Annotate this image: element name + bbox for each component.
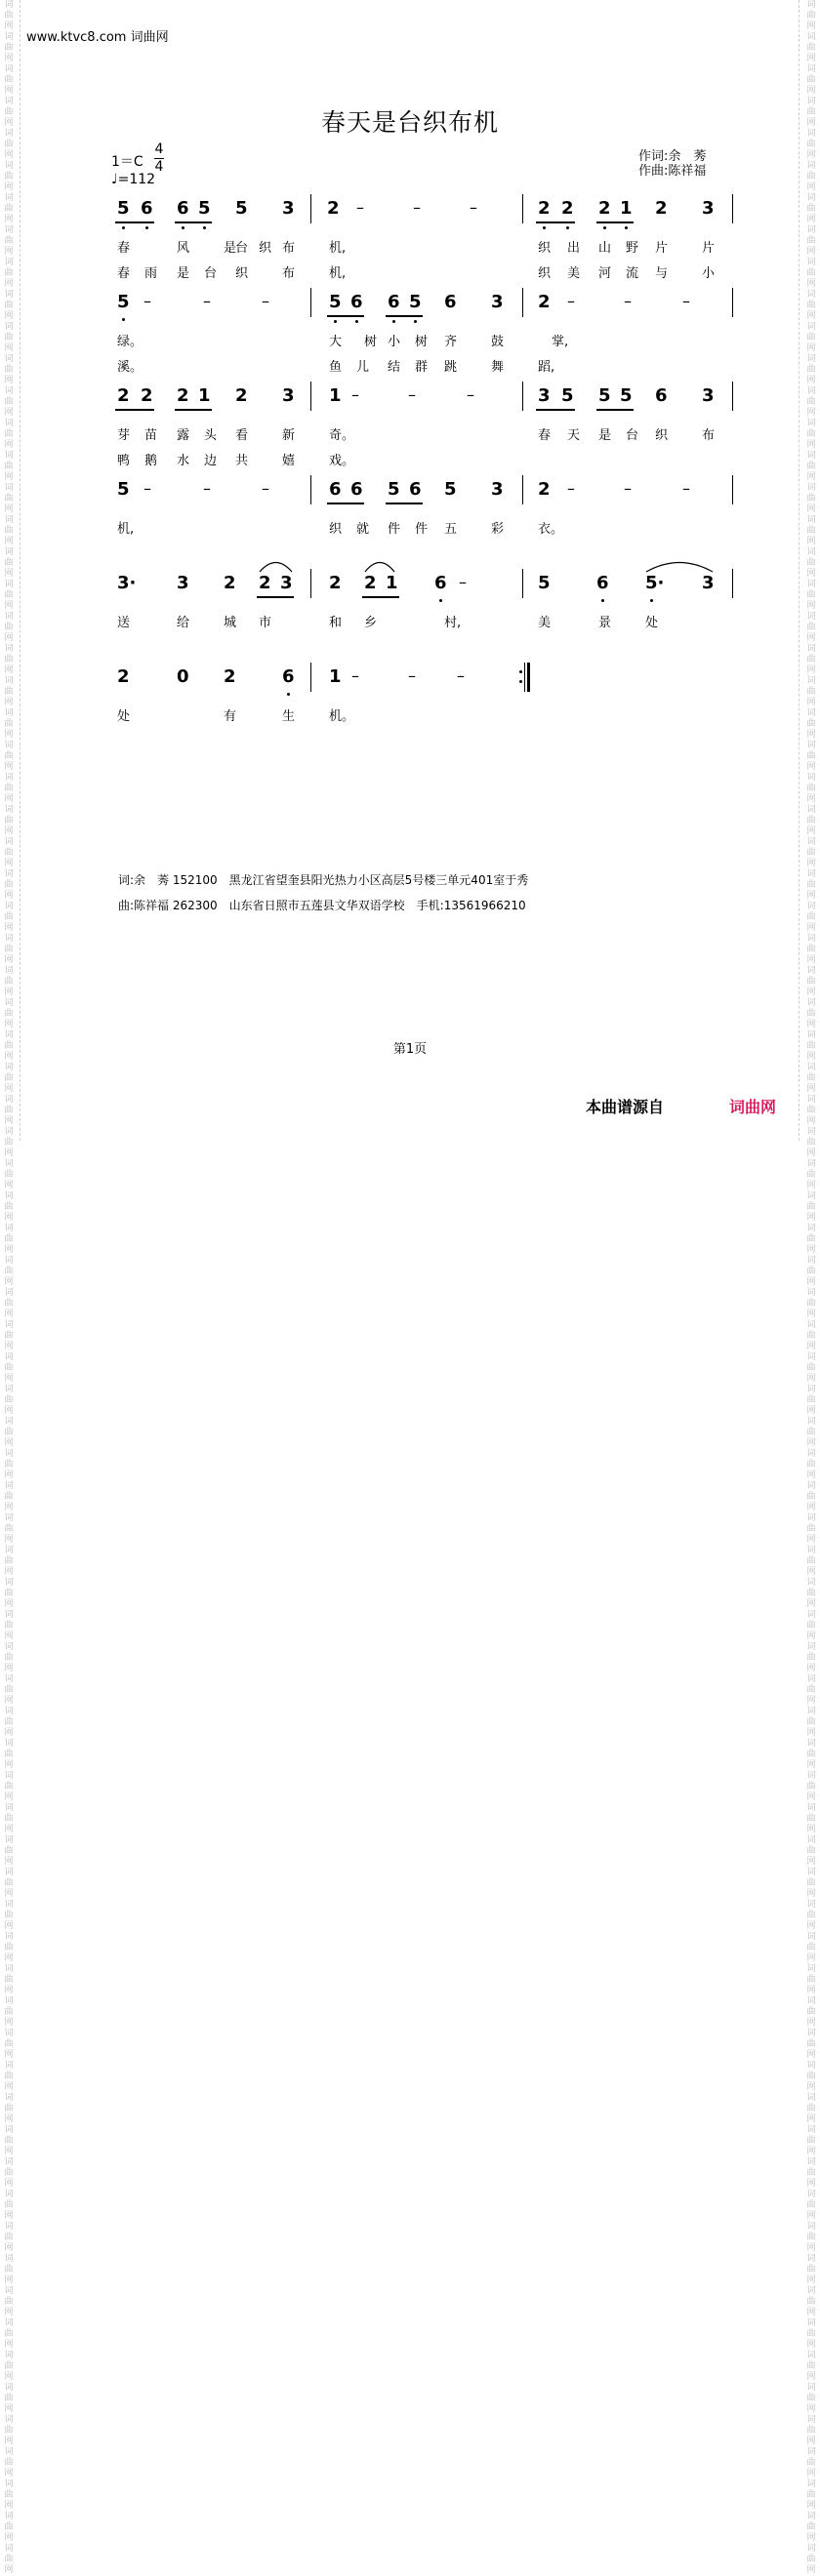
note: 3 — [282, 385, 295, 406]
site-header[interactable]: www.ktvc8.com 词曲网 — [26, 30, 169, 45]
note: 5 — [538, 573, 551, 593]
note: 2 — [224, 573, 236, 593]
note: 5 — [117, 479, 130, 500]
time-signature-bottom: 4 — [154, 159, 164, 175]
lyric-char: 掌, — [552, 335, 569, 349]
page-number: 第1页 — [392, 1042, 428, 1057]
lyric-char: 齐 — [444, 335, 458, 349]
bar-line — [522, 475, 523, 504]
low-octave-dot — [603, 226, 606, 229]
lyric-char: 送 — [117, 616, 131, 630]
lyric-char: 天 — [567, 428, 581, 443]
note: 3 — [538, 385, 551, 406]
note: 6 — [444, 292, 457, 312]
lyric-char: 是 — [177, 266, 190, 281]
note: 2 — [538, 198, 551, 219]
lyric-char: 鱼 — [329, 360, 343, 375]
note: 2 — [141, 385, 153, 406]
bar-line — [732, 194, 733, 223]
lyric-char: 河 — [598, 266, 612, 281]
lyric-char: 台 — [626, 428, 639, 443]
lyric-char: 群 — [415, 360, 429, 375]
lyric-char: 春 — [538, 428, 552, 443]
bar-line — [310, 569, 311, 598]
lyric-char: 给 — [177, 616, 190, 630]
note: 6 — [141, 198, 153, 219]
beam-underline — [327, 315, 364, 317]
time-signature — [154, 142, 164, 175]
note: 1 — [329, 666, 342, 687]
lyric-char: 边 — [204, 454, 218, 468]
lyric-char: 新 — [282, 428, 296, 443]
note: 5 — [117, 198, 130, 219]
lyric-char: 织 — [235, 266, 249, 281]
low-octave-dot — [414, 320, 417, 323]
bar-line — [732, 382, 733, 411]
sustain-dash: – — [144, 292, 151, 310]
beam-underline — [327, 503, 364, 504]
low-octave-dot — [355, 320, 358, 323]
lyric-char: 鹅 — [144, 454, 158, 468]
beam-underline — [175, 221, 212, 223]
note: 6 — [388, 292, 400, 312]
lyric-char: 台 — [204, 266, 218, 281]
sustain-dash: – — [351, 385, 359, 404]
lyric-char: 绿。 — [117, 335, 144, 349]
note: 2 — [224, 666, 236, 687]
sustain-dash: – — [624, 479, 632, 498]
sustain-dash: – — [567, 479, 575, 498]
note: 2 — [364, 573, 377, 593]
beam-underline — [257, 596, 294, 598]
note: 5· — [645, 573, 665, 593]
lyric-char: 头 — [204, 428, 218, 443]
credits — [638, 149, 706, 179]
lyric-char: 和 — [329, 616, 343, 630]
lyric-char: 跳 — [444, 360, 458, 375]
lyric-char: 小 — [388, 335, 401, 349]
lyric-char: 春 — [117, 266, 131, 281]
lyric-char: 织 — [329, 522, 343, 537]
note: 2 — [235, 385, 248, 406]
low-octave-dot — [439, 599, 442, 602]
lyric-char: 与 — [655, 266, 669, 281]
time-signature-top: 4 — [154, 141, 164, 157]
note: 2 — [117, 385, 130, 406]
sustain-dash: – — [262, 292, 269, 310]
lyric-char: 苗 — [144, 428, 158, 443]
bar-line — [732, 569, 733, 598]
note: 5 — [409, 292, 422, 312]
note: 5 — [329, 292, 342, 312]
note: 6 — [350, 292, 363, 312]
sustain-dash: – — [682, 292, 690, 310]
note: 2 — [259, 573, 271, 593]
bar-line — [522, 194, 523, 223]
lyric-char: 村, — [444, 616, 462, 630]
beam-underline — [596, 221, 634, 223]
note: 2 — [598, 198, 611, 219]
sustain-dash: – — [682, 479, 690, 498]
left-watermark: 词曲网 词曲网 词曲网 词曲网 词曲网 词曲网 词曲网 词曲网 词曲网 词曲网 词曲网 词曲网 词曲网 词曲网 词曲网 词曲网 词曲网 词曲网 词曲网 词曲网 词曲网 词曲网 词曲网 词曲网 词曲网 词曲网 词曲网 词曲网 词曲网 词曲网 词曲网 词曲网 词曲网 词曲网 词曲网 词曲网 词曲网 词曲网 词曲网 词曲网 词曲网 词曲网 词曲网 词曲网 词曲网 词曲网 词曲网 词曲网 词曲网 词曲网 词曲网 词曲网 词曲网 词曲网 词曲网 词曲网 词曲网 词曲网 词曲网 词曲网 词曲网 词曲网 词曲网 词曲网 词曲网 词曲网 词曲网 词曲网 词曲网 词曲网 词曲网 词曲网 词曲网 词曲网 词曲网 词曲网 词曲网 词曲网 词曲网 词曲网 — [4, 0, 14, 2575]
lyric-char: 彩 — [491, 522, 505, 537]
lyric-char: 机, — [329, 266, 347, 281]
sustain-dash: – — [408, 666, 416, 685]
slur — [259, 559, 293, 573]
footer-composer-address: 曲:陈祥福 262300 山东省日照市五莲县文华双语学校 手机:13561966210 — [118, 899, 526, 912]
beam-underline — [175, 409, 212, 411]
note: 3 — [702, 573, 715, 593]
beam-underline — [362, 596, 399, 598]
lyric-char: 美 — [567, 266, 581, 281]
composer: 作曲:陈祥福 — [638, 164, 707, 179]
lyric-char: 露 — [177, 428, 190, 443]
lyric-char: 就 — [356, 522, 370, 537]
lyric-char: 机, — [117, 522, 135, 537]
beam-underline — [596, 409, 634, 411]
final-bar-thick — [527, 663, 530, 692]
low-octave-dot — [392, 320, 395, 323]
lyric-char: 鼓 — [491, 335, 505, 349]
lyric-char: 鸭 — [117, 454, 131, 468]
lyric-char: 风 — [177, 241, 190, 256]
lyric-char: 布 — [702, 428, 716, 443]
lyric-char: 共 — [235, 454, 249, 468]
sustain-dash: – — [356, 198, 364, 217]
lyric-char: 流 — [626, 266, 639, 281]
lyric-char: 山 — [598, 241, 612, 256]
lyric-char: 大 — [329, 335, 343, 349]
bar-line — [310, 194, 311, 223]
note: 6 — [177, 198, 189, 219]
lyric-char: 片 — [655, 241, 669, 256]
sustain-dash: – — [203, 292, 211, 310]
note: 5 — [444, 479, 457, 500]
note: 2 — [655, 198, 668, 219]
bar-line — [522, 569, 523, 598]
low-octave-dot — [203, 226, 206, 229]
note: 1 — [329, 385, 342, 406]
note: 6 — [434, 573, 447, 593]
lyric-char: 小 — [702, 266, 716, 281]
lyric-char: 台 — [235, 241, 249, 256]
slur — [645, 559, 714, 573]
note: 1 — [620, 198, 633, 219]
bar-line — [522, 382, 523, 411]
note: 3 — [177, 573, 189, 593]
lyric-char: 嬉 — [282, 454, 296, 468]
bar-line — [310, 382, 311, 411]
note: 5 — [198, 198, 211, 219]
low-octave-dot — [601, 599, 604, 602]
sustain-dash: – — [567, 292, 575, 310]
lyric-char: 蹈, — [538, 360, 555, 375]
sustain-dash: – — [262, 479, 269, 498]
brand-link[interactable]: 词曲网 — [729, 1098, 777, 1116]
sustain-dash: – — [624, 292, 632, 310]
beam-underline — [386, 315, 423, 317]
lyric-char: 美 — [538, 616, 552, 630]
lyric-char: 戏。 — [329, 454, 355, 468]
source-label: 本曲谱源自 — [586, 1098, 665, 1116]
lyric-char: 野 — [626, 241, 639, 256]
lyric-char: 处 — [117, 709, 131, 724]
note: 6 — [409, 479, 422, 500]
note: 2 — [561, 198, 574, 219]
note: 5 — [117, 292, 130, 312]
lyric-char: 乡 — [364, 616, 378, 630]
lyric-char: 出 — [567, 241, 581, 256]
note: 1 — [198, 385, 211, 406]
bar-line — [310, 663, 311, 692]
sustain-dash: – — [408, 385, 416, 404]
lyric-char: 件 — [415, 522, 429, 537]
lyric-char: 机。 — [329, 709, 355, 724]
sustain-dash: – — [457, 666, 465, 685]
repeat-dot — [519, 670, 522, 673]
final-bar-thin — [524, 663, 525, 692]
lyric-char: 结 — [388, 360, 401, 375]
lyric-char: 景 — [598, 616, 612, 630]
lyric-char: 是 — [598, 428, 612, 443]
note: 6 — [350, 479, 363, 500]
note: 0 — [177, 666, 189, 687]
right-margin-line — [799, 0, 800, 1141]
sustain-dash: – — [413, 198, 421, 217]
lyric-char: 衣。 — [538, 522, 564, 537]
sustain-dash: – — [351, 666, 359, 685]
lyric-char: 春 — [117, 241, 131, 256]
lyric-char: 片 — [702, 241, 716, 256]
lyric-char: 市 — [259, 616, 272, 630]
note: 3 — [491, 479, 504, 500]
low-octave-dot — [543, 226, 546, 229]
note: 2 — [117, 666, 130, 687]
beam-underline — [115, 221, 154, 223]
note: 5 — [598, 385, 611, 406]
lyric-char: 看 — [235, 428, 249, 443]
beam-underline — [115, 409, 154, 411]
note: 3 — [702, 385, 715, 406]
low-octave-dot — [287, 693, 290, 696]
repeat-dot — [519, 680, 522, 683]
sustain-dash: – — [203, 479, 211, 498]
lyric-char: 织 — [538, 266, 552, 281]
lyric-char: 织 — [259, 241, 272, 256]
note: 2 — [538, 479, 551, 500]
note: 2 — [327, 198, 340, 219]
note: 2 — [177, 385, 189, 406]
lyric-char: 织 — [538, 241, 552, 256]
note: 2 — [329, 573, 342, 593]
lyric-char: 舞 — [491, 360, 505, 375]
lyric-char: 奇。 — [329, 428, 355, 443]
bar-line — [310, 475, 311, 504]
low-octave-dot — [650, 599, 653, 602]
note: 5 — [235, 198, 248, 219]
lyric-char: 芽 — [117, 428, 131, 443]
note: 3· — [117, 573, 137, 593]
right-watermark: 词曲网 词曲网 词曲网 词曲网 词曲网 词曲网 词曲网 词曲网 词曲网 词曲网 词曲网 词曲网 词曲网 词曲网 词曲网 词曲网 词曲网 词曲网 词曲网 词曲网 词曲网 词曲网 词曲网 词曲网 词曲网 词曲网 词曲网 词曲网 词曲网 词曲网 词曲网 词曲网 词曲网 词曲网 词曲网 词曲网 词曲网 词曲网 词曲网 词曲网 词曲网 词曲网 词曲网 词曲网 词曲网 词曲网 词曲网 词曲网 词曲网 词曲网 词曲网 词曲网 词曲网 词曲网 词曲网 词曲网 词曲网 词曲网 词曲网 词曲网 词曲网 词曲网 词曲网 词曲网 词曲网 词曲网 词曲网 词曲网 词曲网 词曲网 词曲网 词曲网 词曲网 词曲网 词曲网 词曲网 词曲网 词曲网 词曲网 词曲网 — [806, 0, 816, 2575]
lyric-char: 儿 — [356, 360, 370, 375]
low-octave-dot — [566, 226, 569, 229]
lyric-char: 织 — [655, 428, 669, 443]
bar-line — [732, 288, 733, 317]
low-octave-dot — [625, 226, 628, 229]
quarter-note-icon: ♩ — [111, 172, 118, 187]
sustain-dash: – — [470, 198, 477, 217]
note: 2 — [538, 292, 551, 312]
lyric-char: 城 — [224, 616, 237, 630]
sustain-dash: – — [459, 573, 467, 591]
song-title: 春天是台织布机 — [320, 108, 499, 137]
sustain-dash: – — [144, 479, 151, 498]
note: 1 — [386, 573, 398, 593]
lyricist: 作词:余 莠 — [638, 149, 707, 164]
bar-line — [522, 288, 523, 317]
beam-underline — [386, 503, 423, 504]
key-signature: 1＝C — [111, 154, 144, 170]
footer-lyricist-address: 词:余 莠 152100 黑龙江省望奎县阳光热力小区高层5号楼三单元401室于秀 — [118, 873, 529, 887]
bar-line — [310, 288, 311, 317]
beam-underline — [536, 409, 575, 411]
lyric-char: 雨 — [144, 266, 158, 281]
sustain-dash: – — [467, 385, 474, 404]
note: 6 — [596, 573, 609, 593]
note: 5 — [620, 385, 633, 406]
note: 5 — [561, 385, 574, 406]
low-octave-dot — [182, 226, 184, 229]
lyric-char: 布 — [282, 241, 296, 256]
beam-underline — [536, 221, 575, 223]
low-octave-dot — [122, 318, 125, 321]
lyric-char: 生 — [282, 709, 296, 724]
lyric-char: 五 — [444, 522, 458, 537]
note: 5 — [388, 479, 400, 500]
lyric-char: 有 — [224, 709, 237, 724]
bar-line — [732, 475, 733, 504]
lyric-char: 树 — [364, 335, 378, 349]
note: 3 — [280, 573, 293, 593]
note: 6 — [655, 385, 668, 406]
low-octave-dot — [334, 320, 337, 323]
lyric-char: 树 — [415, 335, 429, 349]
low-octave-dot — [122, 226, 125, 229]
lyric-char: 件 — [388, 522, 401, 537]
lyric-char: 水 — [177, 454, 190, 468]
note: 6 — [282, 666, 295, 687]
note: 3 — [491, 292, 504, 312]
tempo-marking — [111, 172, 155, 187]
tempo-value: =112 — [117, 172, 156, 187]
note: 3 — [702, 198, 715, 219]
low-octave-dot — [145, 226, 148, 229]
lyric-char: 是 — [224, 241, 237, 256]
lyric-char: 处 — [645, 616, 659, 630]
lyric-char: 机, — [329, 241, 347, 256]
lyric-char: 溪。 — [117, 360, 144, 375]
lyric-char: 布 — [282, 266, 296, 281]
note: 6 — [329, 479, 342, 500]
note: 3 — [282, 198, 295, 219]
slur — [364, 559, 395, 573]
